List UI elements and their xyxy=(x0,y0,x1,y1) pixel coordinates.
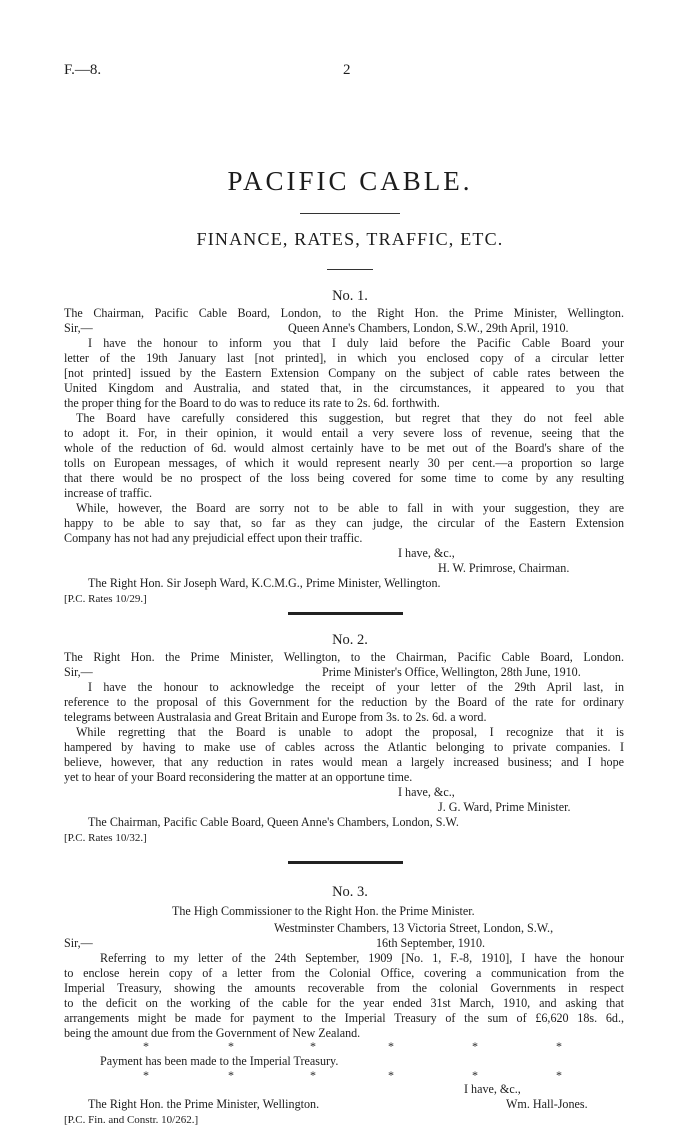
section-divider xyxy=(288,861,403,864)
letter-1-body-line: that there would be no prospect of the loss being covered for some time to come by any resulting xyxy=(64,471,624,485)
ellipsis-asterisk: * xyxy=(228,1039,234,1053)
letter-3-body-line: Referring to my letter of the 24th September, 1909 [No. 1, F.-8, 1910], I have the honour xyxy=(100,951,624,965)
letter-1-body-line: While, however, the Board are sorry not to be able to fall in with your suggestion, they are xyxy=(76,501,624,515)
subtitle-divider xyxy=(327,269,373,270)
letter-2-signature: J. G. Ward, Prime Minister. xyxy=(438,800,571,814)
page-title: PACIFIC CABLE. xyxy=(227,166,473,196)
page-subtitle: FINANCE, RATES, TRAFFIC, ETC. xyxy=(196,229,504,249)
letter-3-closing: I have, &c., xyxy=(464,1082,521,1096)
section-divider xyxy=(288,612,403,615)
ellipsis-asterisk: * xyxy=(388,1039,394,1053)
page-reference: F.—8. xyxy=(64,62,102,78)
ellipsis-asterisk: * xyxy=(228,1068,234,1082)
letter-3-body-line: arrangements might be made for payment to the Imperial Treasury of the sum of £6,620 18s. 6d., xyxy=(64,1011,624,1025)
letter-1-body-line: whole of the reduction of 6d. would almost certainly have to be met out of the Board's share of the xyxy=(64,441,624,455)
letter-3-signature: Wm. Hall-Jones. xyxy=(506,1097,588,1111)
letter-2-heading: The Right Hon. the Prime Minister, Wellington, to the Chairman, Pacific Cable Board, London. xyxy=(64,650,624,664)
letter-3-payment-note: Payment has been made to the Imperial Treasury. xyxy=(100,1054,339,1068)
letter-3-body-line: being the amount due from the Government of New Zealand. xyxy=(64,1026,361,1040)
page-number: 2 xyxy=(343,62,351,78)
letter-2-salutation: Sir,— xyxy=(64,665,93,679)
letter-1-body-line: the proper thing for the Board to do was to reduce its rate to 2s. 6d. forthwith. xyxy=(64,396,440,410)
letter-1-body-line: Company has not had any prejudicial effect upon their traffic. xyxy=(64,531,363,545)
ellipsis-asterisk: * xyxy=(388,1068,394,1082)
letter-1-signature: H. W. Primrose, Chairman. xyxy=(438,561,570,575)
letter-1-closing: I have, &c., xyxy=(398,546,455,560)
letter-3-date: 16th September, 1910. xyxy=(376,936,486,950)
letter-1-body-line: letter of the 19th January last [not printed], in which you enclosed copy of a circular letter xyxy=(64,351,624,365)
letter-1-body-line: tolls on European messages, of which it would represent nearly 30 per cent.—a proportion so large xyxy=(64,456,624,470)
letter-1-number: No. 1. xyxy=(332,288,368,304)
letter-3-body-line: Imperial Treasury, showing the amounts recoverable from the colonial Governments in respect xyxy=(64,981,624,995)
letter-2-body-line: believe, however, that any reduction in rates would mean a largely increased business; and I hope xyxy=(64,755,624,769)
letter-1-body-line: I have the honour to inform you that I duly laid before the Pacific Cable Board your xyxy=(88,336,624,350)
letter-1-body-line: The Board have carefully considered this suggestion, but regret that they do not feel able xyxy=(76,411,624,425)
letter-2-addressee: The Chairman, Pacific Cable Board, Queen Anne's Chambers, London, S.W. xyxy=(88,815,459,829)
ellipsis-asterisk: * xyxy=(310,1068,316,1082)
letter-1-body-line: to adopt it. For, in their opinion, it would entail a very severe loss of revenue, seeing that the xyxy=(64,426,624,440)
ellipsis-asterisk: * xyxy=(472,1068,478,1082)
letter-2-address: Prime Minister's Office, Wellington, 28th June, 1910. xyxy=(322,665,581,679)
letter-1-address: Queen Anne's Chambers, London, S.W., 29th April, 1910. xyxy=(288,321,569,335)
letter-2-body-line: yet to hear of your Board reconsidering the matter at an opportune time. xyxy=(64,770,413,784)
letter-3-address: Westminster Chambers, 13 Victoria Street, London, S.W., xyxy=(274,921,554,935)
ellipsis-asterisk: * xyxy=(472,1039,478,1053)
letter-1-addressee: The Right Hon. Sir Joseph Ward, K.C.M.G., Prime Minister, Wellington. xyxy=(88,576,441,590)
letter-2-number: No. 2. xyxy=(332,632,368,648)
letter-3-body-line: to the deficit on the working of the cable for the year ended 31st March, 1910, and asking that xyxy=(64,996,624,1010)
letter-2-closing: I have, &c., xyxy=(398,785,455,799)
letter-2-body-line: I have the honour to acknowledge the receipt of your letter of the 29th April last, in xyxy=(88,680,624,694)
ellipsis-asterisk: * xyxy=(310,1039,316,1053)
ellipsis-asterisk: * xyxy=(556,1039,562,1053)
letter-3-body-line: to enclose herein copy of a letter from the Colonial Office, covering a communication from the xyxy=(64,966,624,980)
letter-3-salutation: Sir,— xyxy=(64,936,93,950)
letter-1-body-line: United Kingdom and Australia, and stated that, in the circumstances, it appeared to you that xyxy=(64,381,624,395)
ellipsis-asterisk: * xyxy=(143,1068,149,1082)
letter-3-number: No. 3. xyxy=(332,884,368,900)
letter-2-file-reference: [P.C. Rates 10/32.] xyxy=(64,832,147,844)
letter-2-body-line: While regretting that the Board is unable to adopt the proposal, I recognize that it is xyxy=(76,725,624,739)
ellipsis-asterisk: * xyxy=(143,1039,149,1053)
letter-1-heading: The Chairman, Pacific Cable Board, London, to the Right Hon. the Prime Minister, Wellington. xyxy=(64,306,624,320)
letter-2-body-line: telegrams between Australasia and Great Britain and Europe from 3s. to 2s. 6d. a word. xyxy=(64,710,487,724)
letter-3-file-reference: [P.C. Fin. and Constr. 10/262.] xyxy=(64,1114,199,1126)
letter-2-body-line: hampered by having to make use of cables across the Atlantic belonging to private companies. I xyxy=(64,740,624,754)
letter-3-addressee: The Right Hon. the Prime Minister, Wellington. xyxy=(88,1097,320,1111)
letter-1-body-line: [not printed] issued by the Eastern Extension Company on the subject of cable rates between the xyxy=(64,366,624,380)
letter-3-heading: The High Commissioner to the Right Hon. the Prime Minister. xyxy=(172,904,475,918)
letter-1-body-line: happy to be able to say that, so far as they can judge, the circular of the Eastern Extension xyxy=(64,516,624,530)
letter-2-body-line: reference to the proposal of this Government for the reduction by the Board of the rate for ordinary xyxy=(64,695,624,709)
ellipsis-asterisk: * xyxy=(556,1068,562,1082)
letter-1-file-reference: [P.C. Rates 10/29.] xyxy=(64,593,147,605)
letter-1-body-line: increase of traffic. xyxy=(64,486,153,500)
letter-1-salutation: Sir,— xyxy=(64,321,93,335)
title-divider xyxy=(300,213,400,214)
